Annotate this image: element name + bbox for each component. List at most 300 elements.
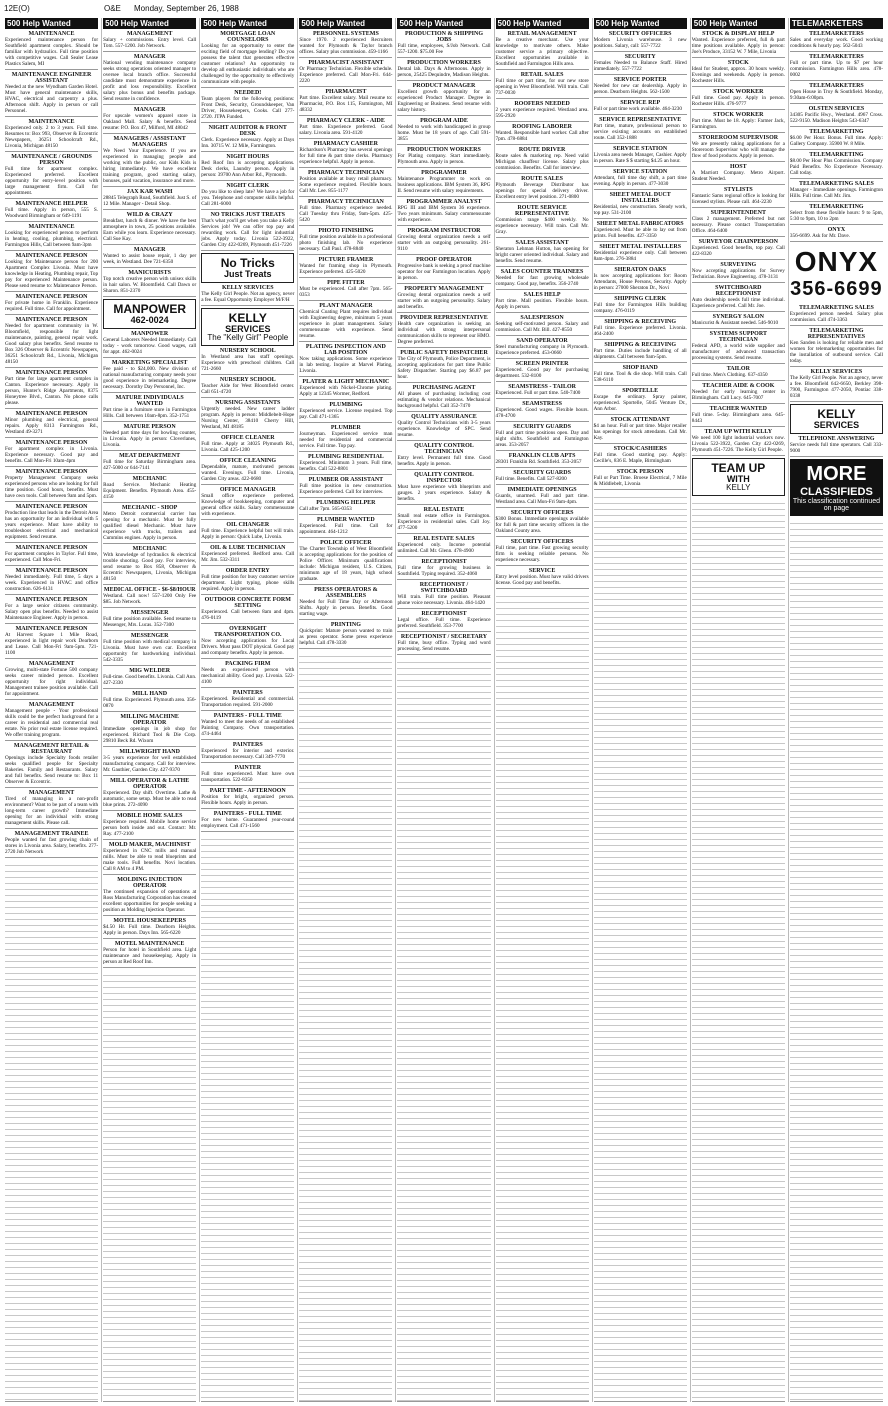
ad-title: NIGHT CLERK — [226, 183, 270, 189]
ad-title: TELEMARKETERS — [809, 54, 864, 60]
ad-text: Experienced. Full time. Call for appointment. 464-1212 — [299, 523, 393, 535]
ad-text: Plymouth Beverage Distributor has openings for special delivery driver. Excellent entry level position. 271-0800 — [495, 182, 589, 200]
ad-text: We need 100 light industrial workers now. Livonia 522-3922, Garden City 422-0269, Plymouth 451-7226. The Kelly Girl People. — [691, 435, 785, 453]
ad-title: PROGRAM INSTRUCTOR — [407, 228, 481, 234]
ad-title: OLSTEN SERVICES — [808, 106, 865, 112]
ad-title: ROUTE SALES — [521, 176, 564, 182]
ad-title: RECEPTIONIST / SWITCHBOARD — [419, 582, 469, 594]
ad-text: Manager - Immediate openings. Farmington Hills. Full time. Call Mr. Jim. — [789, 187, 883, 199]
classified-ad — [397, 170, 490, 197]
display-ad-kelly-side — [790, 404, 883, 434]
ad-text: Experienced. Day shift. Overtime. Lathe & automatic, some setup. Must be able to read blue prints. 272-4090 — [103, 790, 197, 809]
display-ad-team-up — [692, 458, 785, 496]
classified-ad — [5, 411, 98, 438]
ad-title: TELEMARKETING SALES — [799, 181, 874, 187]
ad-title: MAINTENANCE PERSON — [15, 568, 88, 574]
classified-ad — [103, 877, 196, 916]
classified-ad — [5, 831, 98, 858]
ad-text: $4 an hour. Full or part time. Major retailer has openings for stock attendants. Call Mr. Kay. — [593, 423, 687, 441]
classified-ad — [103, 54, 196, 105]
ad-title: SAND OPERATOR — [516, 338, 568, 344]
ad-title: MOTEL HOUSEKEEPERS — [113, 918, 186, 925]
classified-ad — [790, 181, 883, 202]
ad-text: Needs an experienced person with mechanical ability. Good pay. Livonia. 522-4100 — [201, 667, 295, 686]
ad-text: Metro Detroit commercial carrier has opening for a mechanic. Must be fully qualified diesel Mechanic. Must have experience with trucks, trailers and Cummins engines. Apply in person. — [103, 511, 197, 542]
ad-title: SURVEYOR CHAINPERSON — [698, 239, 778, 245]
column-filler — [201, 834, 294, 1402]
ad-title: MANAGEMENT — [28, 702, 75, 708]
ad-title: PURCHASING AGENT — [412, 385, 476, 391]
classified-ad — [299, 540, 392, 585]
ad-title: MANAGEMENT — [28, 790, 75, 796]
ad-title: PRODUCTION WORKERS — [407, 60, 481, 66]
classified-ad — [201, 183, 294, 210]
ad-title: SECURITY OFFICERS — [510, 539, 574, 545]
ad-title: OIL CHANGER — [226, 522, 270, 529]
classified-ad — [397, 472, 490, 505]
ad-text: Residential experience only. Call between 8am-4pm. 276-3884 — [593, 250, 687, 262]
ad-title: PAINTERS - FULL TIME — [213, 811, 282, 818]
ad-text: Experienced service. License required. Top pay. Call 471-1365 — [299, 408, 393, 420]
ad-title: PRINTING — [330, 622, 361, 628]
ad-text: 34305 Pacific Hwy., Westland. 4967 Cross. 522-9150. Madison Heights 543-6347 — [789, 112, 883, 124]
column-filler — [5, 860, 98, 1402]
ad-text: 3-5 years experience for well established manufacturing company. Call for interview. Mr. Gauthier, Garden City. 427-9370 — [103, 755, 197, 774]
display-ad-line: The "Kelly Girl" People — [207, 333, 289, 343]
ad-text: Modern Livonia warehouse. 3 new positions. Salary, call: 557-7722 — [593, 37, 687, 49]
classified-ad — [103, 212, 196, 245]
ad-text: Management people - Your professional skills could be the perfect background for a career in residential and commercial real estate. No prior real estate license required. We offer training program. — [5, 708, 99, 738]
ad-title: MANAGER — [133, 54, 166, 60]
ad-text: Full time. 5-day. Birmingham area. 645-8443 — [691, 412, 785, 424]
classified-ad — [397, 507, 490, 534]
ad-title: RECEPTIONIST — [421, 559, 467, 565]
ad-title: ORDER ENTRY — [225, 568, 270, 575]
section-header: 500 Help Wanted — [692, 18, 785, 29]
ad-title: SYSTEMS SUPPORT TECHNICIAN — [709, 331, 767, 343]
section-header: 500 Help Wanted — [299, 18, 392, 29]
ad-text: RPG III and IBM System 36 experience. Two years minimum. Salary commensurate with experience. — [397, 205, 491, 223]
classified-ad — [790, 106, 883, 127]
classified-ad — [692, 429, 785, 456]
ad-text: Will train. Full time position. Pleasant phone voice necessary. Livonia. 464-1420 — [397, 594, 491, 606]
ad-text: Experienced. Good pay for purchasing department. 532-8100 — [495, 367, 589, 379]
ad-title: MILL HAND — [132, 691, 168, 698]
classified-ad — [103, 546, 196, 585]
ad-title: PRODUCTION & SHIPPING JOBS — [404, 31, 483, 43]
classified-ad — [201, 31, 294, 88]
classified-ad — [103, 610, 196, 631]
column-8 — [690, 18, 786, 1402]
ad-title: MILL OPERATOR & LATHE OPERATOR — [110, 778, 190, 791]
ad-text: Top notch creative person with unisex skills in hair salon. W. Bloomfield. Call Dawn or Sharon. 851-2370 — [103, 276, 197, 294]
ad-title: SEAMSTRESS — [522, 401, 562, 407]
ad-title: PROGRAM AIDE — [420, 118, 468, 124]
ad-text: Experienced in CNC mills and manual mills. Must be able to read blueprints and make tools. Full benefits. Novi location. Call 8 AM to 4 PM. — [103, 848, 197, 873]
ad-title: PROGRAMMER — [421, 170, 467, 176]
ad-title: MANAGER — [133, 107, 166, 113]
ad-title: SERVICE REPRESENTATIVE — [599, 117, 682, 123]
ad-title: HOST — [729, 164, 747, 170]
classified-ad — [397, 350, 490, 383]
page-date: Monday, September 26, 1988 — [134, 4, 239, 13]
ad-text: Full time. Good starting pay. Apply: Cecille's, 836 E. Maple, Birmingham — [593, 452, 687, 464]
classified-ad — [594, 192, 687, 219]
ad-title: PHOTO FINISHING — [318, 228, 374, 234]
ad-title: MAINTENANCE ENGINEER ASSISTANT — [11, 72, 92, 84]
ad-text: The Kelly Girl People. Not an agency, never a fee. Equal Opportunity Employer M/F/H — [201, 291, 295, 304]
ad-title: MAINTENANCE PERSON — [15, 545, 88, 551]
ad-title: SHERATON OAKS — [614, 267, 667, 273]
ad-title: PROOF OPERATOR — [416, 257, 472, 263]
ad-text: Legal office. Full time. Experience preferred. Southfield. 353-7700 — [397, 617, 491, 629]
banner-line: CLASSIFIEDS — [800, 486, 873, 499]
classified-ad — [299, 303, 392, 342]
classified-ad — [103, 691, 196, 712]
ad-text: Westland. Call now! 557-1200 Only Fee $85. Job Network. — [103, 593, 197, 606]
classified-ad — [201, 713, 294, 740]
classified-ad — [692, 406, 785, 427]
ad-text: Full time. Tool & die shop. Will train. Call 538-6110 — [593, 371, 687, 383]
ad-title: NEEDED! — [234, 90, 262, 96]
ad-title: STOCK PERSON — [616, 469, 664, 475]
ad-text: Needed for new car dealership. Apply in person. Dearborn Heights. 562-1500 — [593, 83, 687, 95]
classified-ad — [5, 253, 98, 292]
classified-ad — [594, 296, 687, 317]
classified-ad — [594, 31, 687, 52]
ad-text: Experienced maintenance person for Southfield apartment complex. Should be familiar with hydraulics. Full time position with competitive wages. Call Sealer Lease Plastics Salem, MI — [5, 37, 99, 67]
ad-text: Escape the ordinary. Spray painter, experienced. Sportelle, 5045 Venture Dr., Ann Arbor. — [593, 394, 687, 412]
ad-text: With knowledge of hydraulics & electrical trouble shooting. Good pay. For interview, send resume to Box 858, Observer & Eccentric Newspapers, Livonia, Michigan 48150 — [103, 552, 197, 583]
ad-text: We are presently taking applications for a Storeroom Supervisor who will manage the flow of food products. Apply in person. — [691, 141, 785, 159]
ad-title: ONYX — [827, 227, 846, 233]
classified-ad — [103, 918, 196, 939]
ad-text: 356-6699. Ask for Mr. Dave. — [789, 233, 850, 239]
display-ad-line: No Tricks — [220, 256, 275, 270]
display-ad-line: KELLY — [817, 407, 856, 421]
ad-title: KELLY SERVICES — [810, 369, 863, 375]
classified-ad — [594, 342, 687, 363]
classified-ad — [299, 170, 392, 197]
classified-ad — [397, 582, 490, 609]
ad-text: Needed part time days for bowling counter, in Livonia. Apply in person: Cloverlanes, Livonia. — [103, 430, 197, 449]
banner-line: This classification continued on page — [792, 498, 880, 513]
masthead — [4, 2, 884, 16]
classified-ad — [5, 317, 98, 368]
ad-title: PLANT MANAGER — [319, 303, 373, 309]
classified-ad — [103, 360, 196, 393]
ad-text: Dependable, mature, motivated persons wanted. Evenings. Full time. Livonia, Garden City areas. 422-0680 — [201, 464, 295, 483]
ad-title: MARKETING SPECIALIST — [111, 360, 188, 367]
classified-ad — [594, 417, 687, 444]
ad-text: Full time position with medical company in Livonia. Must have own car. Excellent opportunity for hardworking individual. 542-3335 — [103, 639, 197, 664]
classified-ad — [103, 813, 196, 840]
ad-text: The Charter Township of West Bloomfield is accepting applications for the position of Police Officer. Minimum qualifications include: Michigan resident, U.S. Citizen, minimum age of 18 years, high school graduate. — [299, 546, 393, 582]
ad-text: Now accepting applications for Survey Technician. Rowe Engineering. 478-3131 — [691, 268, 785, 280]
ad-text: Maintenance Programmer to work on business applications. IBM System 36, RPG II. Send resume with salary requirements. — [397, 176, 491, 194]
ad-text: Seeking self-motivated person. Salary and commission. Call Mr. Bill. 427-8550 — [495, 321, 589, 333]
ad-text: 2 years experience required. Westland area. 595-2920 — [495, 107, 589, 119]
classified-ad — [496, 453, 589, 468]
ad-title: SWITCHBOARD RECEPTIONIST — [715, 285, 762, 297]
ad-title: MOLD MAKER, MACHINIST — [108, 842, 191, 849]
classified-ad — [692, 366, 785, 381]
ad-text: Needed at the new Wyndham Garden Hotel. Must have general maintenance skills, HVAC, electrical and carpentry a plus. Afternoon shift. Apply in person or call Personnel. — [5, 84, 99, 114]
classified-ad — [496, 338, 589, 359]
classified-ad — [103, 270, 196, 297]
classified-ad — [201, 90, 294, 123]
ad-text: Looking for an opportunity to enter the exciting field of mortgage lending? Do you possess the talent that generates effective customer relations? An opportunity to develop all enthusiastic individuals who are challenged by the opportunity to effectively communicate with people. — [201, 43, 295, 85]
classified-ad — [594, 146, 687, 167]
ad-title: MAINTENANCE PERSON — [15, 597, 88, 603]
classified-ad — [397, 31, 490, 58]
ad-text: Part time. Must be 18. Apply: Farmer Jack, Farmington. — [691, 118, 785, 130]
ad-text: Experienced only. Income potential unlimited. Call Mr. Glenn. 478-4900 — [397, 542, 491, 554]
display-ad-kelly-big — [201, 308, 294, 346]
classified-ad — [496, 124, 589, 145]
more-classifieds-banner — [790, 459, 883, 516]
classified-ad — [299, 31, 392, 58]
ad-text: Tired of managing in a non-profit environment? Want to be part of a team with long-term career growth? Immediate opening for an individual with strong management skills. Please call. — [5, 796, 99, 826]
display-ad-line: KELLY — [726, 483, 751, 493]
ad-text: That's what you'll get when you take a Kelly Services job! We can offer top pay and rewarding work. Call for light industrial jobs. Apply today. Livonia 522-3922, Garden City 422-0269, Plymouth 451-7226 — [201, 218, 295, 248]
classified-ad — [201, 154, 294, 181]
ad-title: RETAIL MANAGEMENT — [507, 31, 577, 37]
classified-ad — [397, 199, 490, 226]
ad-title: PHARMACIST — [325, 89, 367, 95]
ad-title: PERSONNEL SYSTEMS — [312, 31, 379, 37]
classified-ad — [594, 100, 687, 115]
ad-title: WILD & CRAZY — [126, 212, 173, 218]
ad-title: MANAGEMENT — [126, 31, 173, 37]
classified-ad — [299, 454, 392, 475]
classified-ad — [299, 60, 392, 87]
ad-title: SHIPPING CLERK — [614, 296, 667, 302]
ad-text: Growing dental organization needs a self starter with an outgoing personality. Salary and benefits. — [397, 292, 491, 310]
ad-text: Full and part time positions open. Day and night shifts. Southfield and Farmington areas. 353-2057 — [495, 430, 589, 448]
ad-text: Full time for Saturday Birmingham area. 427-5000 or 644-7141 — [103, 459, 197, 472]
display-ad-line: 356-6699 — [790, 278, 883, 300]
ad-text: Full time. Men's Clothing. 637-4350 — [691, 372, 768, 378]
classified-ad — [397, 536, 490, 557]
ad-text: All phases of purchasing including cost estimating & vendor relations. Mechanical background helpful. Call 352-7470 — [397, 391, 491, 409]
ad-text: 28301 Franklin Rd. Southfield. 353-2057 — [495, 459, 582, 465]
ad-text: Experienced. Must be able to lay out from prints. Full benefits. 427-3350 — [593, 227, 687, 239]
ad-title: PAINTERS — [232, 742, 263, 749]
ad-title: SHEET METAL INSTALLERS — [599, 244, 682, 250]
ad-text: National vending maintenance company seeks strong operations oriented manager to oversee local branch office. Successful candidate must demonstrate experience in profit and loss responsibility. Excellent salary plus bonus and benefits package. Send resume in confidence. — [103, 60, 197, 102]
ad-text: Full or Part Time. Broese Electrical, 7 Mile & Middlebelt, Livonia — [593, 475, 687, 487]
classified-ad — [5, 469, 98, 502]
ad-text: Progressive bank is seeking a proof machine operator for our Farmington location. Apply in person. — [397, 263, 491, 281]
ad-title: MAINTENANCE PERSON — [15, 411, 88, 417]
ad-title: MAINTENANCE PERSON — [15, 469, 88, 475]
ad-text: Wanted. Experience preferred, full & part time positions available. Apply in person: Joe's Produce, 33152 W. 7 Mile, Livonia — [691, 37, 785, 55]
classified-ad — [201, 125, 294, 152]
classified-ad — [397, 60, 490, 81]
classified-ad — [594, 388, 687, 415]
classified-ad — [201, 400, 294, 433]
ad-text: We Need Your Experience. If you are experienced in managing people and working with the public, our Kids Kids is hiring immediately. We have excellent training program, good starting salary, bonuses, paid vacation, insurance and more. — [103, 148, 197, 184]
classified-ad — [496, 424, 589, 451]
ad-title: PACKING FIRM — [225, 661, 271, 668]
ad-text: Full time. Apply at 34025 Plymouth Rd., Livonia. Call 425-1200 — [201, 441, 295, 454]
display-ad-line: Just Treats — [224, 268, 272, 279]
ad-title: RECEPTIONIST / SECRETARY — [400, 634, 488, 640]
ad-title: SALESPERSON — [520, 315, 564, 321]
classified-ad — [5, 545, 98, 566]
classified-ad — [5, 294, 98, 315]
ad-title: PLUMBING RESIDENTIAL — [307, 454, 384, 460]
classified-ad — [496, 101, 589, 122]
display-ad-line: MANPOWER — [113, 302, 186, 316]
ad-text: Full time. Benefits. Call 527-8200 — [495, 476, 567, 482]
paper-name: O&E — [104, 4, 121, 13]
ad-title: PRESS OPERATORS & ASSEMBLERS — [314, 587, 378, 599]
ad-text: Small office experience preferred. Knowledge of bookkeeping, computer and general office skills. Salary commensurate with experience. — [201, 493, 295, 518]
section-header: 500 Help Wanted — [496, 18, 589, 29]
classified-ad — [496, 315, 589, 336]
ad-title: SCREEN PRINTER — [515, 361, 569, 367]
display-ad-manpower — [103, 299, 196, 329]
classified-ad — [201, 377, 294, 398]
ad-title: SHOP HAND — [622, 365, 658, 371]
column-filler — [299, 651, 392, 1402]
classified-ad — [790, 305, 883, 326]
classified-ad — [5, 72, 98, 117]
ad-text: Road Service. Mechanic Heating Equipment. Benefits. Plymouth Area. 455-4150 — [103, 482, 197, 501]
ad-text: Commission range $400 weekly. No experience necessary. Will train. Call Mr. Gray. — [495, 217, 589, 235]
ad-title: SECURITY OFFICERS — [608, 31, 672, 37]
ad-title: MANAGEMENT — [28, 661, 75, 667]
ad-title: MAINTENANCE — [28, 31, 75, 37]
ad-text: Richardson's Pharmacy has several openings for full time & part time clerks. Pharmacy experience helpful. Apply in person. — [299, 147, 393, 165]
classified-ad — [299, 118, 392, 139]
classifieds-grid — [4, 18, 884, 1402]
classified-ad — [103, 587, 196, 608]
ad-text: $6.00 Per Hour. Bonus. Full time. Apply: Gallery Company. 35900 W. 8 Mile. — [789, 135, 883, 147]
column-2 — [101, 18, 197, 1402]
ad-title: MANPOWER — [131, 331, 169, 338]
ad-title: SECURITY — [624, 54, 656, 60]
classified-ad — [397, 147, 490, 168]
ad-text: Teacher Aide for West Bloomfield center. Call 651-4720 — [201, 383, 295, 396]
ad-text: Small real estate office in Farmington. Experience in residential sales. Call Joy. 477-5200 — [397, 513, 491, 531]
ad-text: For new home. Guaranteed year-round employment. Call 471-1560 — [201, 817, 295, 830]
ad-text: Person for hotel in Southfield area. Light maintenance and housekeeping. Apply in person at Red Roof Inn. — [103, 947, 197, 966]
ad-title: MORTGAGE LOAN COUNSELORS — [220, 31, 276, 43]
ad-text: Steel manufacturing company in Plymouth. Experience preferred. 453-0660 — [495, 344, 589, 356]
ad-title: IMMEDIATE OPENINGS — [507, 487, 577, 493]
classified-ad — [201, 487, 294, 520]
column-4 — [297, 18, 393, 1402]
ad-text: Route sales & marketing rep. Need valid Michigan chauffeur license. Salary plus commission. Benefits. Call for interview. — [495, 153, 589, 171]
page-number: 12E(O) — [4, 4, 30, 13]
ad-title: TAILOR — [726, 366, 750, 372]
ad-title: TELEPHONE ANSWERING — [798, 436, 875, 443]
ad-text: Immediate openings in job shop for experienced. Richard Tool & Die Corp. 29810 Beck Rd. Wixom — [103, 726, 197, 745]
ad-title: SALES ASSISTANT — [515, 240, 569, 246]
ad-text: Federal APD, a world wide supplier and manufacturer of advanced transaction processing systems. Send resume. — [691, 343, 785, 361]
section-header: 500 Help Wanted — [594, 18, 687, 29]
ad-title: OFFICE MANAGER — [219, 487, 276, 494]
classified-ad — [692, 135, 785, 162]
section-header: 500 Help Wanted — [5, 18, 98, 29]
ad-title: PROGRAMMER ANALYST — [406, 199, 482, 205]
ad-title: PLUMBER WANTED — [317, 517, 375, 523]
ad-title: MAINTENANCE — [28, 119, 75, 125]
ad-text: Be a creative merchant. Use your knowledge to motivate others. Make customer service a primary objective. Excellent opportunities available in Southfield and Farmington Hills area. — [495, 37, 589, 67]
classified-ad — [594, 54, 687, 75]
ad-text: Full time position available in a professional photo finishing lab. No experience necessary. Call Paul. 478-8840 — [299, 234, 393, 252]
ad-text: Experienced. Call between 8am and 4pm. 476-0119 — [201, 609, 295, 622]
classified-ad — [5, 201, 98, 222]
ad-title: PLATING INSPECTION AND LAB POSITION — [305, 344, 386, 356]
ad-text: Excellent growth opportunity for an experienced Product Manager. Degree in Engineering or Business. Send resume with salary history. — [397, 89, 491, 113]
ad-title: STOCK ATTENDANT — [610, 417, 670, 423]
ad-title: PLATER & LIGHT MECHANIC — [302, 379, 390, 385]
ad-text: For private home in Franklin. Experience required. Full time. Call for appointment. — [5, 300, 99, 312]
ad-text: For apartment complex in Taylor. Full time, experienced. Call Mon-Fri. — [5, 551, 99, 563]
ad-text: Position available at busy retail pharmacy. Some experience required. Flexible hours. Call Mr. Lee. 855-1177 — [299, 176, 393, 194]
classified-ad — [201, 597, 294, 624]
ad-title: MANAGEMENT TRAINEE — [14, 831, 89, 837]
classified-ad — [5, 224, 98, 251]
ad-text: Quickprint: Mature person wanted to train as press operator. Some press experience helpful. Call 478-3330 — [299, 628, 393, 646]
ad-title: STOCK WORKER — [713, 112, 764, 118]
ad-title: STOCK/CASHIERS — [613, 446, 667, 452]
classified-ad — [790, 54, 883, 81]
classified-ad — [103, 778, 196, 811]
ad-text: Salary + commissions. Entry level. Call Tom. 557-1200. Job Network. — [103, 37, 197, 49]
classified-ad — [5, 568, 98, 595]
classified-ad — [103, 749, 196, 776]
ad-text: Do you like to sleep late? We have a job for you. Telephone and computer skills helpful. Call 281-6000 — [201, 189, 295, 207]
ad-text: Experienced. Good wages. Flexible hours. 478-4700 — [495, 407, 589, 419]
ad-title: STOREROOM SUPERVISOR — [698, 135, 779, 141]
ad-title: SHIPPING & RECEIVING — [604, 342, 677, 348]
ad-title: PROPERTY MANAGEMENT — [404, 286, 484, 292]
classified-ad — [201, 458, 294, 485]
ad-text: Experienced person needed. Salary plus commission. Call 474-3363 — [789, 311, 883, 323]
classified-ad — [692, 314, 785, 329]
ad-title: OFFICE CLEANING — [219, 458, 277, 465]
ad-text: Full or part time. Up to $7 per hour commission. Farmington Hills area. 478-0002 — [789, 60, 883, 78]
ad-text: Part time in a furniture store in Farmington Hills. Call between 10am-8pm. 352-1751 — [103, 407, 197, 420]
ad-title: NIGHT HOURS — [226, 154, 270, 160]
classified-ad — [594, 77, 687, 98]
ad-text: Full time for apartment complex. Experienced preferred. Excellent opportunity for entry-level position with large management firm. Call for appointment. — [5, 166, 99, 196]
column-filler — [103, 970, 196, 1402]
ad-title: ROOFERS NEEDED — [514, 101, 570, 107]
ad-text: Position for bright, organized person. Flexible hours. Apply in person. — [201, 794, 295, 807]
ad-title: MAINTENANCE PERSON — [15, 440, 88, 446]
classified-ad — [790, 204, 883, 225]
ad-title: NO TRICKS JUST TREATS — [210, 212, 285, 218]
ad-text: Ideal for Student, approx. 30 hours weekly. Evenings and weekends. Apply in person. Rochester Hills. — [691, 66, 785, 84]
classified-ad — [299, 587, 392, 620]
ad-text: Class 2 management. Preferred but not necessary. Please contact Transportation Office. 464-6400 — [691, 216, 785, 234]
classified-ad — [790, 227, 883, 242]
classified-ad — [201, 285, 294, 306]
classified-ad — [496, 470, 589, 485]
classified-ad — [692, 31, 785, 58]
ad-text: Now taking applications. Some experience in lab testing. Inquire at Marvel Plating, Livonia. — [299, 356, 393, 374]
ad-title: MANAGEMENT RETAIL & RESTAURANT — [13, 743, 90, 755]
ad-text: Openings include Specialty foods retailer seeks qualified people for Specialty Bakeries. Family and Restaurants. Salary and full benefits. Send resume to: Box 11 Observer & Eccentric. — [5, 755, 99, 785]
ad-text: Auto dealership needs full time individual. Experience preferred. Call Mr. Joe. — [691, 297, 785, 309]
ad-text: For Plating company. Start immediately. Plymouth area. Apply in person. — [397, 153, 491, 165]
